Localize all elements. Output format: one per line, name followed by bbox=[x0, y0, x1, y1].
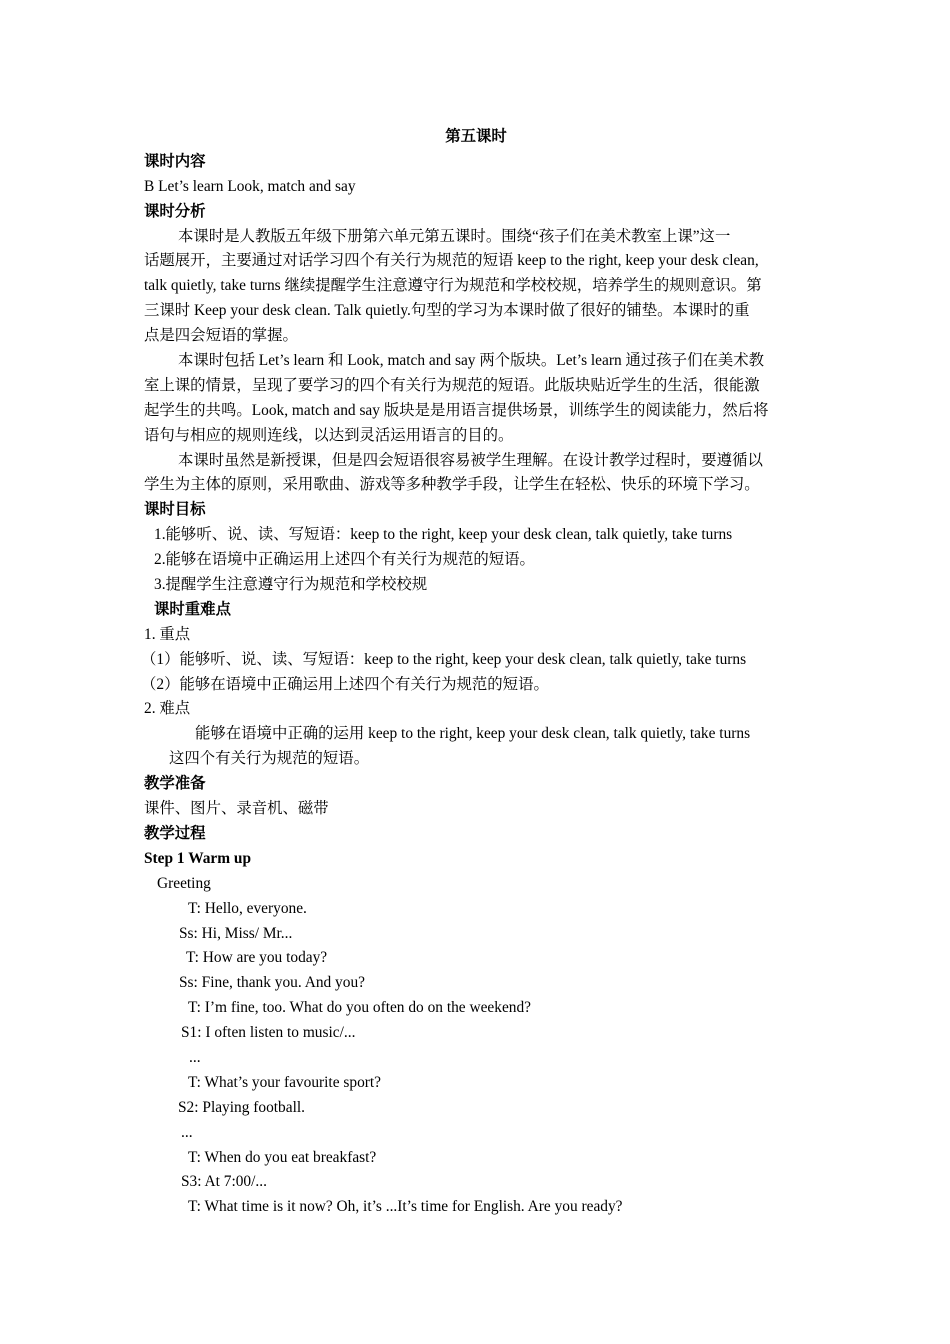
difficulty-label: 2. 难点 bbox=[144, 700, 191, 718]
document-page bbox=[141, 125, 808, 1220]
dialogue-line: S2: Playing football. bbox=[178, 1098, 305, 1116]
dialogue-line: Ss: Fine, thank you. And you? bbox=[179, 974, 365, 992]
text-line: 起学生的共鸣。Look, match and say 版块是是用语言提供场景，训练学生的阅读能力，然后将 bbox=[144, 401, 769, 419]
text-line: 本课时是人教版五年级下册第六单元第五课时。围绕“孩子们在美术教室上课”这一 bbox=[178, 227, 731, 245]
prep-text: 课件、图片、录音机、磁带 bbox=[144, 800, 329, 818]
difficulty-item: 能够在语境中正确的运用 keep to the right, keep your desk clean, talk quietly, take turns bbox=[195, 725, 751, 743]
keypoint-label: 1. 重点 bbox=[144, 625, 191, 643]
step-heading: Step 1 Warm up bbox=[144, 849, 252, 867]
heading-content: 课时内容 bbox=[144, 152, 206, 170]
analysis-paragraph-3 bbox=[144, 449, 808, 499]
text-line: 三课时 Keep your desk clean. Talk quietly.句型的学习为本课时做了很好的铺垫。本课时的重 bbox=[144, 302, 750, 320]
goal-item: 3.提醒学生注意遵守行为规范和学校校规 bbox=[154, 576, 428, 594]
analysis-paragraph-2 bbox=[144, 349, 808, 449]
lesson-title: 第五课时 bbox=[445, 128, 507, 145]
greeting-label: Greeting bbox=[157, 874, 211, 892]
text-line: 学生为主体的原则，采用歌曲、游戏等多种教学手段，让学生在轻松、快乐的环境下学习。 bbox=[144, 476, 760, 494]
heading-keypoints: 课时重难点 bbox=[154, 600, 231, 618]
text-line: 室上课的情景，呈现了要学习的四个有关行为规范的短语。此版块贴近学生的生活，很能激 bbox=[144, 376, 760, 394]
dialogue-line: ... bbox=[189, 1048, 201, 1066]
heading-goals: 课时目标 bbox=[144, 501, 206, 519]
text-line: 本课时包括 Let’s learn 和 Look, match and say 两个版块。Let’s learn 通过孩子们在美术教 bbox=[178, 352, 765, 370]
text-line: 点是四会短语的掌握。 bbox=[144, 327, 298, 345]
dialogue-line: T: Hello, everyone. bbox=[188, 899, 307, 917]
keypoint-item: （2）能够在语境中正确运用上述四个有关行为规范的短语。 bbox=[141, 675, 549, 693]
dialogue-line: T: I’m fine, too. What do you often do on the weekend? bbox=[188, 999, 532, 1017]
keypoint-item: （1）能够听、说、读、写短语：keep to the right, keep your desk clean, talk quietly, take turns bbox=[141, 650, 747, 668]
goal-item: 2.能够在语境中正确运用上述四个有关行为规范的短语。 bbox=[154, 551, 535, 569]
text-line: talk quietly, take turns 继续提醒学生注意遵守行为规范和学校校规，培养学生的规则意识。第 bbox=[144, 277, 762, 295]
analysis-paragraph-1 bbox=[144, 225, 808, 349]
dialogue-line: T: What’s your favourite sport? bbox=[188, 1073, 381, 1091]
heading-prep: 教学准备 bbox=[144, 775, 206, 793]
difficulty-item: 这四个有关行为规范的短语。 bbox=[169, 750, 370, 768]
dialogue-line: S3: At 7:00/... bbox=[181, 1173, 267, 1191]
dialogue-line: T: How are you today? bbox=[186, 949, 328, 967]
content-line: B Let’s learn Look, match and say bbox=[144, 177, 356, 195]
dialogue-line: T: When do you eat breakfast? bbox=[188, 1148, 377, 1166]
dialogue-line: ... bbox=[181, 1123, 193, 1141]
text-line: 语句与相应的规则连线，以达到灵活运用语言的目的。 bbox=[144, 426, 514, 444]
dialogue-line: T: What time is it now? Oh, it’s ...It’s time for English. Are you ready? bbox=[188, 1198, 623, 1216]
goal-item: 1.能够听、说、读、写短语：keep to the right, keep your desk clean, talk quietly, take turns bbox=[154, 526, 733, 544]
dialogue-line: Ss: Hi, Miss/ Mr... bbox=[179, 924, 293, 942]
heading-analysis: 课时分析 bbox=[144, 202, 206, 220]
text-line: 本课时虽然是新授课，但是四会短语很容易被学生理解。在设计教学过程时，要遵循以 bbox=[178, 451, 763, 469]
heading-process: 教学过程 bbox=[144, 824, 206, 842]
dialogue-line: S1: I often listen to music/... bbox=[181, 1024, 356, 1042]
text-line: 话题展开，主要通过对话学习四个有关行为规范的短语 keep to the right, keep your desk clean, bbox=[144, 252, 759, 270]
